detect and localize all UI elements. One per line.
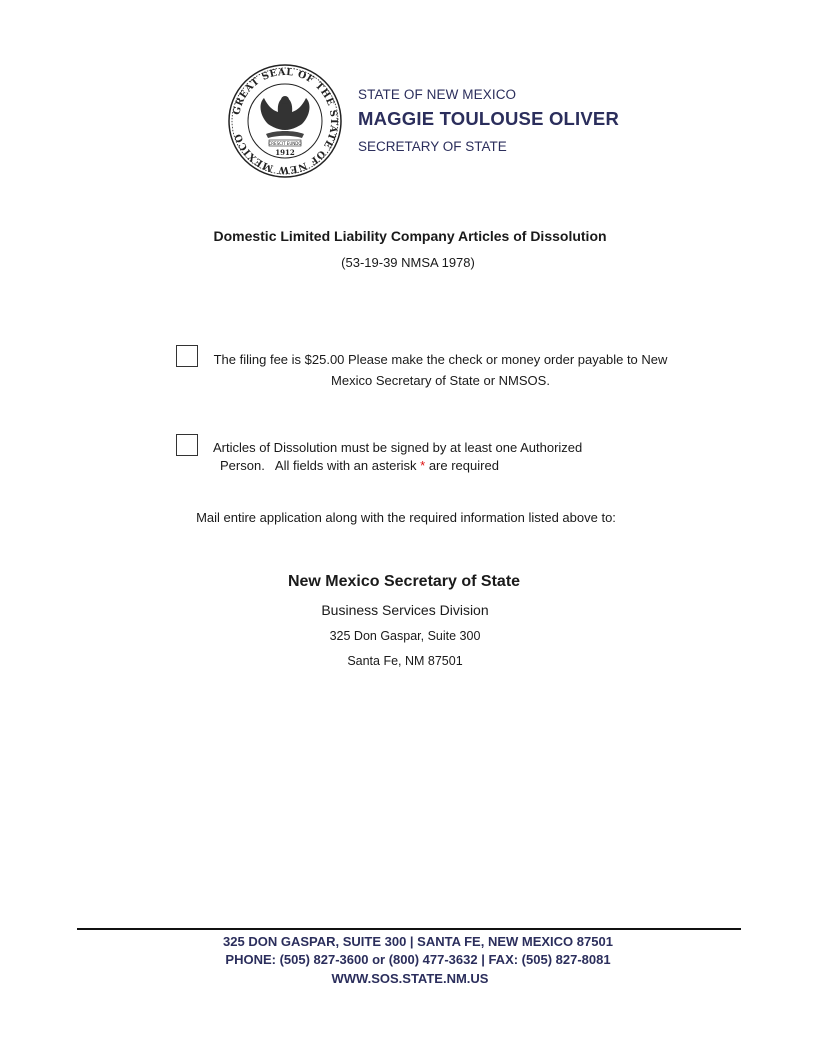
footer-phone: PHONE: (505) 827-3600 or (800) 477-3632 | FAX: (505) 827-8081 xyxy=(225,952,611,967)
state-seal-logo xyxy=(228,64,342,178)
mailing-division: Business Services Division xyxy=(321,602,489,618)
required-note-tail: are required xyxy=(425,458,499,473)
mailing-street: 325 Don Gaspar, Suite 300 xyxy=(329,629,481,643)
required-note: Person. All fields with an asterisk xyxy=(220,458,421,473)
svg-text:1912: 1912 xyxy=(275,148,295,157)
header-office: SECRETARY OF STATE xyxy=(358,139,507,154)
header-state-label: STATE OF NEW MEXICO xyxy=(358,87,517,102)
svg-text:CRESCIT EUNDO: CRESCIT EUNDO xyxy=(268,141,302,146)
header-official-name: MAGGIE TOULOUSE OLIVER xyxy=(358,108,620,129)
signature-requirement-text-line1: Articles of Dissolution must be signed by at least one Authorized xyxy=(213,440,583,455)
signature-requirement-text-line2 xyxy=(220,458,499,473)
footer-website[interactable]: WWW.SOS.STATE.NM.US xyxy=(331,971,489,986)
form-title: Domestic Limited Liability Company Articles of Dissolution xyxy=(213,228,607,244)
asterisk-marker: * xyxy=(420,458,426,473)
svg-text:GREAT SEAL OF THE STATE OF NEW: GREAT SEAL OF THE STATE OF NEW MEXICO xyxy=(231,66,340,176)
filing-fee-checkbox[interactable] xyxy=(176,345,198,367)
mailing-instruction: Mail entire application along with the required information listed above to: xyxy=(196,510,616,525)
filing-fee-text: The filing fee is $25.00 Please make the check or money order payable to New Mexico Secretary of State or NMSOS. xyxy=(213,352,668,388)
statute-reference: (53-19-39 NMSA 1978) xyxy=(341,255,475,270)
mailing-city: Santa Fe, NM 87501 xyxy=(347,654,463,668)
mailing-recipient: New Mexico Secretary of State xyxy=(287,573,521,590)
signature-requirement-checkbox[interactable] xyxy=(176,434,198,456)
footer-divider xyxy=(77,928,741,930)
footer-address: 325 DON GASPAR, SUITE 300 | SANTA FE, NEW MEXICO 87501 xyxy=(223,934,613,949)
